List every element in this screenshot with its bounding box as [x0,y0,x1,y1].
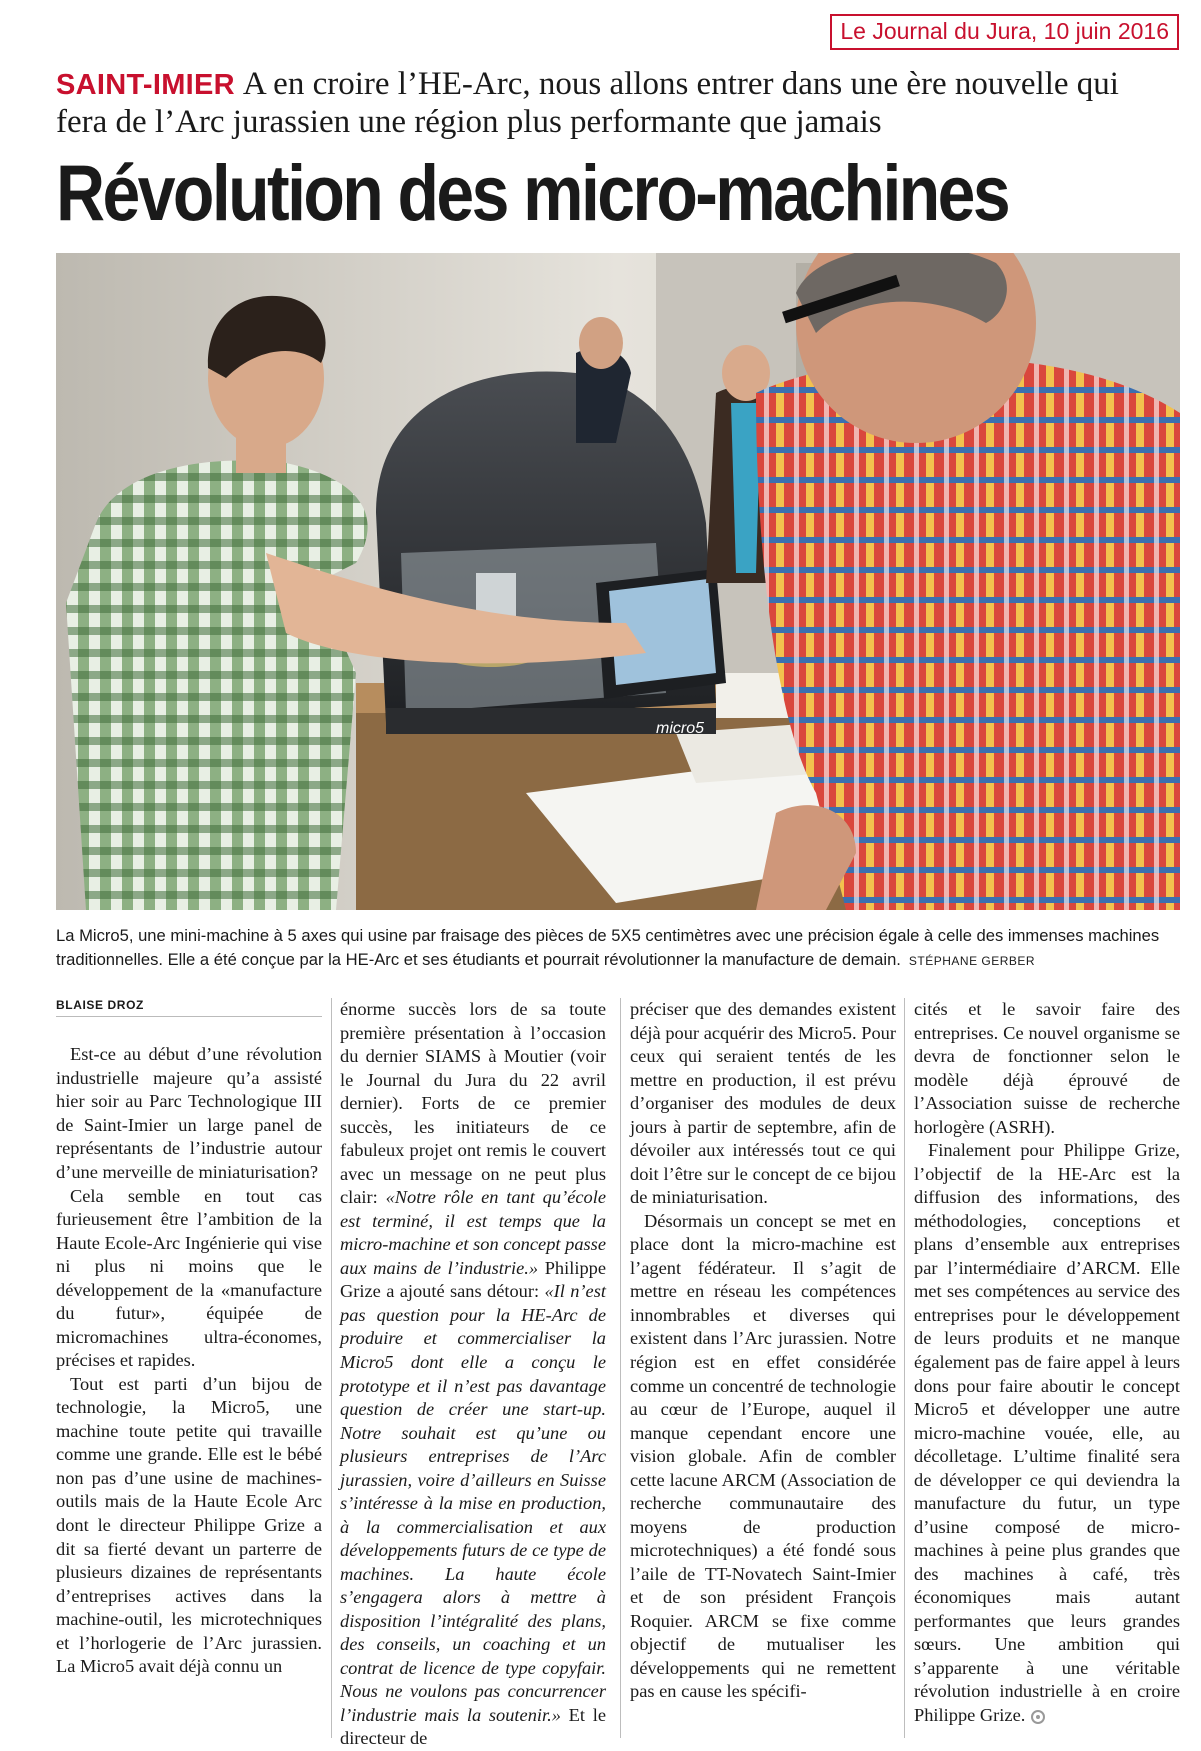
tablet-label [656,720,704,737]
column-divider [620,998,621,1738]
article-photo [56,253,1180,910]
svg-text:micro5: micro5 [656,720,705,737]
article-column-4 [914,998,1180,1727]
paragraph: Est-ce au début d’une révolution industrielle majeure qu’a assisté hier soir au Parc Technologique III de Saint-Imier un large panel de représentants de l’industrie autour d’une merveille de miniaturisation? [56,1044,322,1182]
photo-caption [56,924,1180,972]
kicker-text: A en croire l’HE-Arc, nous allons entrer dans une ère nouvelle qui fera de l’Arc jurassien une région plus performante que jamais [56,66,1119,140]
photo-illustration [56,253,1180,910]
text-run: Finalement pour Philippe Grize, l’objectif de la HE-Arc est la diffusion des informations, des méthodologies, conceptions et plans d’ensemble aux entreprises par l’intermédiaire d’ARCM. Elle met ses compétences au service des entreprises pour le développement de leurs produits et ne manque également pas de faire appel à leurs dons pour faire aboutir le concept Micro5 et développer une autre micro-machine vouée, elle, au décolletage. L’ultime finalité sera de développer ce qui deviendra la manufacture du futur, un type d’usine composé de micro-machines à peine plus grandes que des machines à café, très économiques mais autant performantes que leurs grandes sœurs. Une ambition qui s’apparente à une véritable révolution industrielle à en croire Philippe Grize. [914,1140,1180,1725]
paragraph [914,1139,1180,1727]
text-run: énorme succès lors de sa toute première présentation à l’occasion du dernier SIAMS à Moutier (voir le Journal du Jura du 22 avril dernier). Forts de ce premier succès, les initiateurs de ce fabuleux projet ont remis le couvert avec un message on ne peut plus clair: [340,999,606,1208]
byline: BLAISE DROZ [56,998,322,1017]
article-column-3 [630,998,896,1704]
photo-credit: STÉPHANE GERBER [908,954,1036,969]
article-column-2 [340,998,606,1751]
kicker [56,66,1136,141]
headline: Révolution des micro-machines [56,148,1009,237]
quote: «Notre rôle en tant qu’école est terminé, il est temps que la micro-machine et son concept passe aux mains de l’industrie.» [340,1187,606,1278]
article-column-1 [56,998,322,1679]
paragraph: Tout est parti d’un bijou de technologie, la Micro5, une machine toute petite qui travaille comme une grande. Elle est le bébé non pas d’une usine de machines-outils mais de la Haute Ecole Arc dont le directeur Philippe Grize a dit sa fierté devant un parterre de plusieurs dizaines de représentants d’entreprises actives dans la machine-outil, les microtechniques et l’horlogerie de l’Arc jurassien. La Micro5 avait déjà connu un [56,1373,322,1677]
paragraph: cités et le savoir faire des entreprises. Ce nouvel organisme se devra de fonctionner selon le modèle déjà éprouvé de l’Association suisse de recherche horlogère (ASRH). [914,999,1180,1137]
source-label: Le Journal du Jura, 10 juin 2016 [830,14,1179,50]
end-of-article-icon [1031,1710,1045,1724]
paragraph: Cela semble en tout cas furieusement être l’ambition de la Haute Ecole-Arc Ingénierie qui vise ni plus ni moins que le développement de la «manufacture du futur», équipée de micromachines ultra-économes, précises et rapides. [56,1185,322,1371]
article-body [56,998,1186,1749]
kicker-location: SAINT-IMIER [56,69,235,101]
text-run: Philippe Grize a ajouté sans détour: [340,1257,607,1302]
column-divider [331,998,332,1738]
caption-text: La Micro5, une mini-machine à 5 axes qui usine par fraisage des pièces de 5X5 centimètres avec une précision égale à celle des immenses machines traditionnelles. Elle a été conçue par la HE-Arc et ses étudiants et pourrait révolutionner la manufacture de demain. [56,926,1160,970]
paragraph: Désormais un concept se met en place dont la micro-machine est l’agent fédérateur. Il s’agit de mettre en réseau les compétences innombrables et diverses qui existent dans l’Arc jurassien. Notre région est en effet considérée comme un concentré de technologie au cœur de l’Europe, auquel il manque cependant encore une vision globale. Afin de combler cette lacune ARCM (Association de recherche communautaire des moyens de production microtechniques) a été fondé sous l’aile de TT-Novatech Saint-Imier et de son président François Roquier. ARCM se fixe comme objectif de mutualiser les développements qui ne remettent pas en cause les spécifi- [630,1210,896,1702]
text-run: Et le directeur de [340,1704,606,1749]
paragraph [340,998,606,1751]
quote: «Il n’est pas question pour la HE-Arc de produire et commercialiser la Micro5 dont elle a conçu le prototype et il n’est pas davantage question de créer une start-up. Notre souhait est qu’une ou plusieurs entreprises de l’Arc jurassien, voire d’ailleurs en Suisse s’intéresse à la mise en production, à la commercialisation et aux développements futurs de ce type de machines. La haute école s’engagera alors à mettre à disposition l’intégralité des plans, des conseils, un coaching et un contrat de licence de type copyfair. Nous ne voulons pas concurrencer l’industrie mais la soutenir.» [340,1281,606,1725]
paragraph: préciser que des demandes existent déjà pour acquérir des Micro5. Pour ceux qui seraient tentés de les mettre en production, il est prévu d’organiser des modules de deux jours à partir de septembre, afin de dévoiler aux intéressés tout ce qui doit l’être sur le concept de ce bijou de miniaturisation. [630,999,896,1208]
column-divider [904,998,905,1738]
